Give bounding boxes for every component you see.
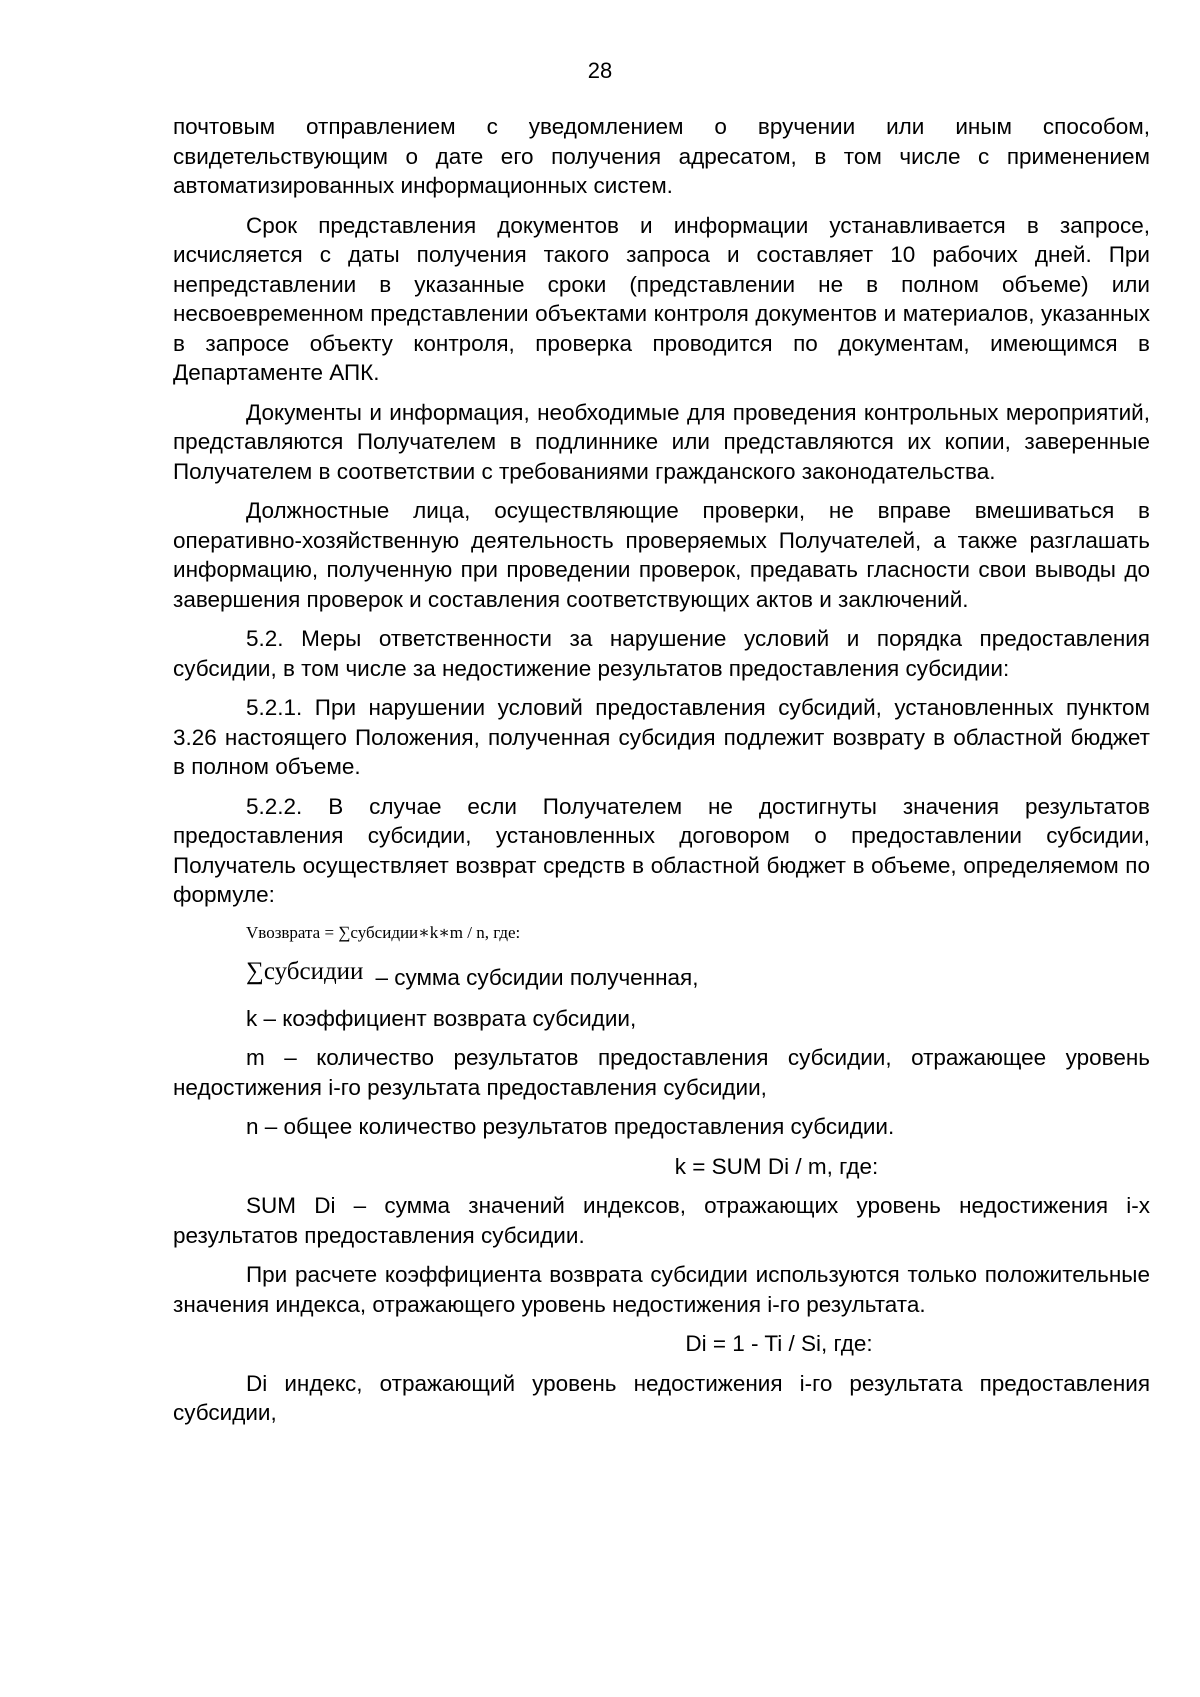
page-number: 28 — [587, 58, 613, 83]
paragraph-officials: Должностные лица, осуществляющие проверки, не вправе вмешиваться в оперативно-хозяйственную деятельность проверяемых Получателей, а также разглашать информацию, полученную при проведении проверок, предавать гласности свои выводы до завершения проверок и составления соответствующих актов и заключений. — [173, 498, 1150, 612]
paragraph-5-2-1: 5.2.1. При нарушении условий предоставления субсидий, установленных пунктом 3.26 настоящего Положения, полученная субсидия подлежит возврату в областной бюджет в полном объеме. — [173, 695, 1150, 779]
paragraph-documents: Документы и информация, необходимые для проведения контрольных мероприятий, представляются Получателем в подлиннике или представляются их копии, заверенные Получателем в соответствии с требованиями гражданского законодательства. — [173, 399, 1150, 484]
sigma-subsidy-symbol: ∑субсидии — [246, 957, 364, 985]
sigma-description: – сумма субсидии полученная, — [375, 964, 699, 990]
paragraph-positive-values: При расчете коэффициента возврата субсидии используются только положительные значения индекса, отражающего уровень недостижения i-го результата. — [173, 1262, 1150, 1317]
sigma-definition — [246, 954, 1150, 996]
k-definition: k – коэффициент возврата субсидии, — [246, 1005, 637, 1031]
document-body — [173, 112, 1150, 1438]
paragraph-deadline: Срок представления документов и информации устанавливается в запросе, исчисляется с даты получения такого запроса и составляет 10 рабочих дней. При непредставлении в указанные сроки (представлении не в полном объеме) или несвоевременном представлении объектами контроля документов и материалов, указанных в запросе объекту контроля, проверка проводится по документам, имеющимся в Департаменте АПК. — [173, 212, 1150, 385]
m-definition: m – количество результатов предоставления субсидии, отражающее уровень недостижения i-го результата предоставления субсидии, — [173, 1045, 1150, 1100]
formula-k: k = SUM Di / m, где: — [674, 1153, 879, 1179]
di-definition: Di индекс, отражающий уровень недостижения i-го результата предоставления субсидии, — [173, 1370, 1150, 1425]
formula-v-return: Vвозврата = ∑субсидии∗k∗m / n, где: — [246, 922, 521, 942]
sum-di-definition: SUM Di – сумма значений индексов, отражающих уровень недостижения i-х результатов предоставления субсидии. — [173, 1193, 1150, 1248]
paragraph-section-5-2: 5.2. Меры ответственности за нарушение условий и порядка предоставления субсидии, в том числе за недостижение результатов предоставления субсидии: — [173, 626, 1150, 681]
paragraph-postal: почтовым отправлением с уведомлением о вручении или иным способом, свидетельствующим о дате его получения адресатом, в том числе с применением автоматизированных информационных систем. — [173, 114, 1150, 198]
formula-di: Di = 1 - Ti / Si, где: — [685, 1331, 873, 1356]
paragraph-5-2-2: 5.2.2. В случае если Получателем не достигнуты значения результатов предоставления субсидии, установленных договором о предоставлении субсидии, Получатель осуществляет возврат средств в областной бюджет в объеме, определяемом по формуле: — [173, 793, 1150, 907]
n-definition: n – общее количество результатов предоставления субсидии. — [246, 1114, 895, 1139]
